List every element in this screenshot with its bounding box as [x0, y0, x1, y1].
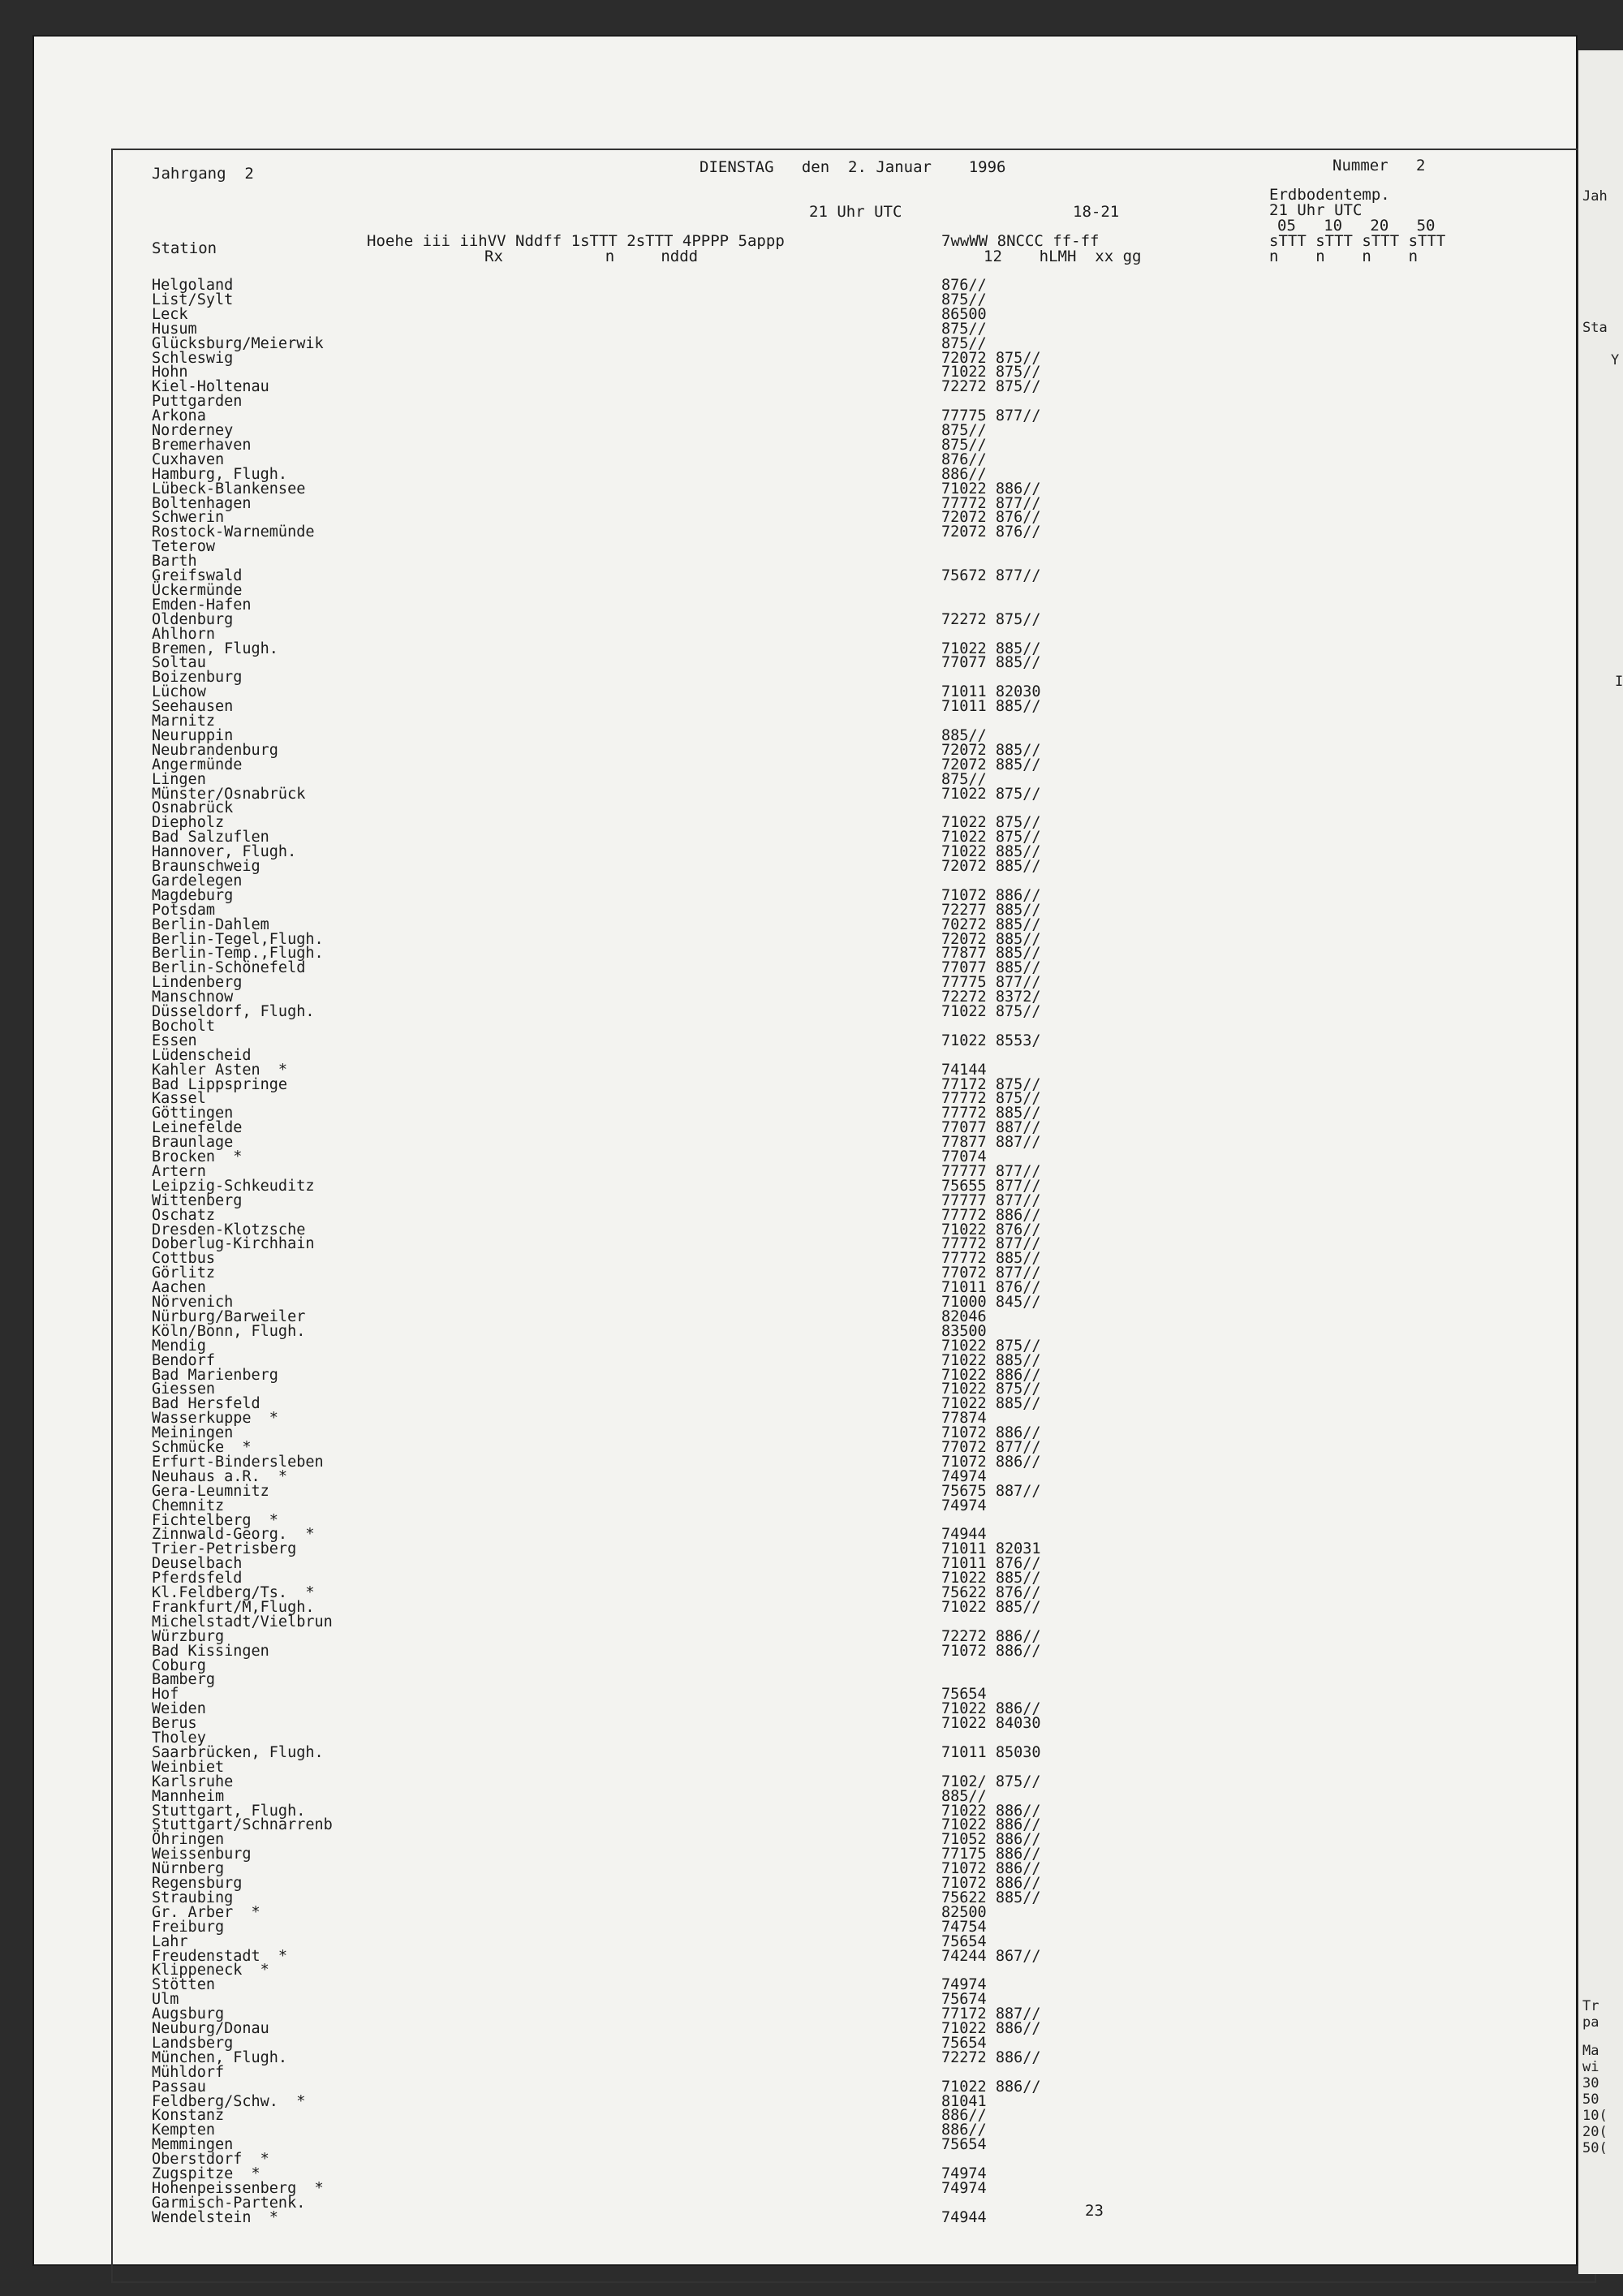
station-mid-values: 875// [941, 770, 987, 788]
station-name: Fichtelberg * [152, 1511, 278, 1529]
station-mid-values: 71022 885// [941, 640, 1041, 657]
station-name: Magdeburg [152, 886, 234, 904]
station-name: Straubing [152, 1889, 234, 1906]
station-name: Berlin-Schönefeld [152, 959, 306, 977]
station-name: Feldberg/Schw. * [152, 2092, 306, 2110]
station-name: Würzburg [152, 1627, 225, 1645]
station-mid-values: 77077 885// [941, 959, 1041, 977]
station-name: Bad Hersfeld [152, 1395, 260, 1413]
station-name: Marnitz [152, 713, 215, 730]
station-name: Klippeneck * [152, 1962, 269, 1979]
station-name: Soltau [152, 654, 206, 672]
station-mid-values: 77772 885// [941, 1105, 1041, 1122]
station-name: Stuttgart, Flugh. [152, 1802, 306, 1820]
station-name: Freudenstadt * [152, 1947, 288, 1965]
station-mid-values: 72272 875// [941, 378, 1041, 396]
station-mid-values: 72072 876// [941, 509, 1041, 527]
station-name: Angermünde [152, 756, 243, 773]
station-name: Karlsruhe [152, 1773, 234, 1790]
station-mid-values: 77074 [941, 1148, 987, 1165]
station-mid-values: 71011 876// [941, 1555, 1041, 1573]
station-mid-values: 885// [941, 1787, 987, 1805]
station-name: Göttingen [152, 1105, 234, 1122]
station-mid-values: 75654 [941, 2034, 987, 2052]
station-name: Manschnow [152, 989, 234, 1006]
station-mid-values: 77077 887// [941, 1119, 1041, 1137]
station-name: Lübeck-Blankensee [152, 480, 306, 498]
station-name: Lingen [152, 770, 206, 788]
station-mid-values: 71022 885// [941, 1395, 1041, 1413]
station-name: Berlin-Tegel,Flugh. [152, 930, 324, 948]
station-mid-values: 71022 876// [941, 1221, 1041, 1238]
station-name: Brocken * [152, 1148, 243, 1165]
station-mid-values: 74974 [941, 1976, 987, 1994]
station-name: Wasserkuppe * [152, 1410, 278, 1428]
station-mid-values: 72072 885// [941, 741, 1041, 759]
station-name: Hohenpeissenberg * [152, 2179, 324, 2197]
station-name: Mannheim [152, 1787, 225, 1805]
station-name: Hohn [152, 364, 188, 381]
station-mid-values: 74754 [941, 1918, 987, 1936]
station-mid-values: 74974 [941, 2179, 987, 2197]
station-name: Norderney [152, 422, 234, 439]
station-name: München, Flugh. [152, 2048, 288, 2066]
station-name: Garmisch-Partenk. [152, 2194, 306, 2212]
station-name: Lindenberg [152, 974, 243, 992]
station-name: Osnabrück [152, 799, 234, 817]
station-mid-values: 71022 885// [941, 1351, 1041, 1369]
station-mid-values: 71022 875// [941, 364, 1041, 381]
station-name: Nürnberg [152, 1860, 225, 1878]
station-mid-values: 82500 [941, 1903, 987, 1921]
station-mid-values: 71022 885// [941, 1598, 1041, 1616]
station-name: Erfurt-Bindersleben [152, 1453, 324, 1471]
station-mid-values: 70272 885// [941, 915, 1041, 933]
station-mid-values: 71022 84030 [941, 1715, 1041, 1733]
station-name: Essen [152, 1032, 197, 1049]
station-mid-values: 74944 [941, 2208, 987, 2226]
adjacent-page-edge [1578, 50, 1623, 2274]
station-mid-values: 886// [941, 465, 987, 483]
station-mid-values: 77877 887// [941, 1134, 1041, 1152]
station-mid-values: 82046 [941, 1307, 987, 1325]
station-name: Nürburg/Barweiler [152, 1307, 306, 1325]
station-mid-values: 71022 886// [941, 1816, 1041, 1834]
station-mid-values: 74144 [941, 1061, 987, 1079]
station-name: Köln/Bonn, Flugh. [152, 1322, 306, 1340]
station-name: Braunlage [152, 1134, 234, 1152]
station-name: Rostock-Warnemünde [152, 523, 315, 541]
station-name: Barth [152, 553, 197, 571]
station-name: Gera-Leumnitz [152, 1482, 269, 1500]
column-main-subheader: Rx n nddd [484, 248, 699, 265]
station-name: Puttgarden [152, 393, 243, 411]
station-name: Lüdenscheid [152, 1046, 252, 1064]
station-mid-values: 81041 [941, 2092, 987, 2110]
station-name: Lahr [152, 1932, 188, 1950]
station-mid-values: 71000 845// [941, 1294, 1041, 1311]
station-name: Bad Salzuflen [152, 829, 269, 846]
station-mid-values: 71072 886// [941, 1424, 1041, 1442]
station-mid-values: 77072 877// [941, 1264, 1041, 1282]
station-mid-values: 71072 886// [941, 1875, 1041, 1892]
edge-fragment: pa [1582, 2014, 1599, 2031]
station-name: Oldenburg [152, 610, 234, 628]
station-name: Greifswald [152, 567, 243, 584]
station-name: Neuruppin [152, 726, 234, 744]
station-name: Memmingen [152, 2136, 234, 2154]
station-mid-values: 72272 886// [941, 2048, 1041, 2066]
station-mid-values: 74944 [941, 1526, 987, 1544]
station-mid-values: 86500 [941, 305, 987, 323]
station-name: Schleswig [152, 349, 234, 367]
station-mid-values: 75654 [941, 2136, 987, 2154]
station-mid-values: 83500 [941, 1322, 987, 1340]
station-name: Trier-Petrisberg [152, 1540, 297, 1558]
station-mid-values: 71022 886// [941, 1700, 1041, 1718]
station-mid-values: 75672 877// [941, 567, 1041, 584]
station-name: Tholey [152, 1730, 206, 1747]
station-name: Kassel [152, 1090, 206, 1108]
station-mid-values: 75654 [941, 1932, 987, 1950]
edge-fragment: I [1615, 674, 1623, 690]
station-mid-values: 75675 887// [941, 1482, 1041, 1500]
station-name: List/Sylt [152, 291, 234, 308]
edge-fragment: Sta [1582, 320, 1608, 336]
station-name: Emden-Hafen [152, 596, 252, 614]
station-name: Frankfurt/M,Flugh. [152, 1598, 315, 1616]
station-mid-values: 77175 886// [941, 1846, 1041, 1863]
station-name: Leck [152, 305, 188, 323]
station-name: Bamberg [152, 1671, 215, 1689]
station-name: Schwerin [152, 509, 225, 527]
station-name: Wendelstein * [152, 2208, 278, 2226]
station-name: Augsburg [152, 2005, 225, 2023]
page-frame [111, 149, 1596, 2283]
header-depths: 05 10 20 50 [1277, 217, 1436, 235]
station-name: Oberstdorf * [152, 2151, 269, 2169]
station-name: Düsseldorf, Flugh. [152, 1003, 315, 1020]
station-name: Coburg [152, 1656, 206, 1674]
station-mid-values: 74974 [941, 2165, 987, 2182]
station-name: Leinefelde [152, 1119, 243, 1137]
station-mid-values: 71022 875// [941, 1003, 1041, 1020]
station-mid-values: 77172 875// [941, 1075, 1041, 1093]
station-mid-values: 71022 885// [941, 1570, 1041, 1587]
station-mid-values: 71022 886// [941, 1802, 1041, 1820]
station-mid-values: 77777 877// [941, 1162, 1041, 1180]
station-mid-values: 71011 82031 [941, 1540, 1041, 1558]
station-mid-values: 875// [941, 334, 987, 352]
station-name: Mendig [152, 1337, 206, 1355]
station-name: Diepholz [152, 814, 225, 832]
column-mid-header: 7wwWW 8NCCC ff-ff [941, 232, 1100, 250]
station-name: Zinnwald-Georg. * [152, 1526, 315, 1544]
station-name: Doberlug-Kirchhain [152, 1235, 315, 1253]
station-mid-values: 71072 886// [941, 1860, 1041, 1878]
station-mid-values: 71022 886// [941, 1366, 1041, 1384]
station-name: Bad Marienberg [152, 1366, 278, 1384]
station-name: Meiningen [152, 1424, 234, 1442]
station-name: Mühldorf [152, 2063, 225, 2081]
station-name: Berlin-Temp.,Flugh. [152, 945, 324, 963]
station-name: Leipzig-Schkeuditz [152, 1177, 315, 1195]
station-name: Neuburg/Donau [152, 2020, 269, 2037]
station-name: Berlin-Dahlem [152, 915, 269, 933]
station-name: Wittenberg [152, 1191, 243, 1209]
station-name: Hamburg, Flugh. [152, 465, 288, 483]
station-mid-values: 71022 886// [941, 2078, 1041, 2096]
edge-fragment: Tr [1582, 1998, 1599, 2014]
header-nummer: Nummer 2 [1332, 157, 1426, 174]
station-mid-values: 71022 886// [941, 2020, 1041, 2037]
station-name: Boizenburg [152, 669, 243, 687]
station-mid-values: 77772 886// [941, 1206, 1041, 1224]
station-mid-values: 71022 8553/ [941, 1032, 1041, 1049]
station-mid-values: 77772 877// [941, 494, 1041, 512]
station-mid-values: 71072 886// [941, 1642, 1041, 1660]
station-mid-values: 77777 877// [941, 1191, 1041, 1209]
column-soil-header: sTTT sTTT sTTT sTTT [1269, 232, 1446, 250]
station-mid-values: 74974 [941, 1467, 987, 1485]
station-mid-values: 72072 885// [941, 756, 1041, 773]
station-mid-values: 75622 885// [941, 1889, 1041, 1906]
station-name: Kahler Asten * [152, 1061, 288, 1079]
station-name: Helgoland [152, 277, 234, 294]
column-soil-subheader: n n n n [1269, 248, 1419, 265]
station-mid-values: 74244 867// [941, 1947, 1041, 1965]
station-name: Görlitz [152, 1264, 215, 1282]
station-mid-values: 77874 [941, 1410, 987, 1428]
station-mid-values: 71022 875// [941, 1337, 1041, 1355]
station-name: Giessen [152, 1381, 215, 1398]
station-mid-values: 74974 [941, 1497, 987, 1514]
station-name: Freiburg [152, 1918, 225, 1936]
station-mid-values: 71072 886// [941, 886, 1041, 904]
station-name: Bremerhaven [152, 436, 252, 454]
station-mid-values: 77877 885// [941, 945, 1041, 963]
station-name: Stötten [152, 1976, 215, 1994]
station-name: Öhringen [152, 1831, 225, 1849]
station-name: Konstanz [152, 2107, 225, 2125]
station-name: Weissenburg [152, 1846, 252, 1863]
station-name: Ahlhorn [152, 625, 215, 643]
station-mid-values: 71052 886// [941, 1831, 1041, 1849]
station-mid-values: 72277 885// [941, 901, 1041, 919]
station-name: Hannover, Flugh. [152, 843, 297, 861]
station-name: Schmücke * [152, 1439, 252, 1456]
edge-fragment: Ma [1582, 2043, 1599, 2059]
station-name: Braunschweig [152, 858, 260, 875]
station-mid-values: 876// [941, 277, 987, 294]
station-mid-values: 77775 877// [941, 974, 1041, 992]
station-mid-values: 875// [941, 291, 987, 308]
station-mid-values: 72072 875// [941, 349, 1041, 367]
station-mid-values: 72072 885// [941, 858, 1041, 875]
station-mid-values: 77772 877// [941, 1235, 1041, 1253]
edge-fragment: Y [1611, 352, 1620, 368]
edge-fragment: Jah [1582, 188, 1608, 205]
column-mid-subheader: 12 hLMH xx gg [984, 248, 1142, 265]
station-mid-values: 71011 885// [941, 698, 1041, 716]
station-name: Deuselbach [152, 1555, 243, 1573]
station-mid-values: 876// [941, 450, 987, 468]
station-mid-values: 72272 8372/ [941, 989, 1041, 1006]
station-mid-values: 72072 885// [941, 930, 1041, 948]
station-name: Regensburg [152, 1875, 243, 1892]
station-name: Landsberg [152, 2034, 234, 2052]
station-name: Potsdam [152, 901, 215, 919]
station-mid-values: 7102/ 875// [941, 1773, 1041, 1790]
station-name: Bad Lippspringe [152, 1075, 288, 1093]
station-mid-values: 77772 885// [941, 1250, 1041, 1268]
header-jahrgang: Jahrgang 2 [152, 165, 254, 183]
station-name: Seehausen [152, 698, 234, 716]
station-mid-values: 71022 875// [941, 814, 1041, 832]
edge-fragment: 30 [1582, 2075, 1599, 2091]
edge-fragment: 20( [1582, 2124, 1608, 2140]
header-erdboden-utc: 21 Uhr UTC [1269, 201, 1363, 219]
station-name: Kempten [152, 2122, 215, 2139]
station-name: Neuhaus a.R. * [152, 1467, 288, 1485]
station-mid-values: 71022 875// [941, 829, 1041, 846]
station-name: Cuxhaven [152, 450, 225, 468]
station-name: Passau [152, 2078, 206, 2096]
header-date: DIENSTAG den 2. Januar 1996 [700, 158, 1006, 176]
station-mid-values: 71022 886// [941, 480, 1041, 498]
station-name: Michelstadt/Vielbrun [152, 1613, 333, 1630]
station-mid-values: 75674 [941, 1991, 987, 2009]
station-mid-values: 75654 [941, 1686, 987, 1704]
header-erdbodentemp: Erdbodentemp. [1269, 186, 1390, 204]
station-name: Berus [152, 1715, 197, 1733]
station-name: Glücksburg/Meierwik [152, 334, 324, 352]
station-name: Boltenhagen [152, 494, 252, 512]
header-18-21: 18-21 [1073, 203, 1120, 221]
station-mid-values: 875// [941, 436, 987, 454]
station-mid-values: 72072 876// [941, 523, 1041, 541]
station-name: Bocholt [152, 1017, 215, 1035]
station-name: Teterow [152, 538, 215, 556]
station-name: Arkona [152, 407, 206, 425]
station-name: Bremen, Flugh. [152, 640, 278, 657]
station-name: Cottbus [152, 1250, 215, 1268]
station-name: Dresden-Klotzsche [152, 1221, 306, 1238]
station-name: Pferdsfeld [152, 1570, 243, 1587]
station-name: Ückermünde [152, 581, 243, 599]
station-mid-values: 875// [941, 320, 987, 338]
station-name: Zugspitze * [152, 2165, 260, 2182]
station-mid-values: 77775 877// [941, 407, 1041, 425]
station-name: Hof [152, 1686, 179, 1704]
station-name: Ulm [152, 1991, 179, 2009]
edge-fragment: wi [1582, 2059, 1599, 2075]
station-mid-values: 77072 877// [941, 1439, 1041, 1456]
page-number: 23 [1085, 2202, 1104, 2220]
station-name: Weinbiet [152, 1758, 225, 1776]
station-name: Gardelegen [152, 872, 243, 890]
edge-fragment: 50 [1582, 2091, 1599, 2108]
column-station: Station [152, 239, 217, 257]
station-name: Weiden [152, 1700, 206, 1718]
edge-fragment: 10( [1582, 2108, 1608, 2124]
station-name: Chemnitz [152, 1497, 225, 1514]
station-mid-values: 72272 886// [941, 1627, 1041, 1645]
station-mid-values: 886// [941, 2107, 987, 2125]
station-name: Gr. Arber * [152, 1903, 260, 1921]
station-mid-values: 77077 885// [941, 654, 1041, 672]
station-mid-values: 71011 82030 [941, 683, 1041, 701]
station-mid-values: 886// [941, 2122, 987, 2139]
station-mid-values: 885// [941, 726, 987, 744]
station-name: Stuttgart/Schnarrenb [152, 1816, 333, 1834]
station-name: Bendorf [152, 1351, 215, 1369]
station-mid-values: 77172 887// [941, 2005, 1041, 2023]
column-main-header: Hoehe iii iihVV Nddff 1sTTT 2sTTT 4PPPP 5appp [367, 232, 785, 250]
station-name: Husum [152, 320, 197, 338]
header-21-uhr-utc: 21 Uhr UTC [809, 203, 902, 221]
document-page [34, 37, 1576, 2264]
station-mid-values: 77772 875// [941, 1090, 1041, 1108]
station-mid-values: 71072 886// [941, 1453, 1041, 1471]
station-name: Kiel-Holtenau [152, 378, 269, 396]
station-name: Bad Kissingen [152, 1642, 269, 1660]
station-mid-values: 71022 885// [941, 843, 1041, 861]
station-name: Kl.Feldberg/Ts. * [152, 1584, 315, 1601]
station-mid-values: 75622 876// [941, 1584, 1041, 1601]
station-name: Artern [152, 1162, 206, 1180]
station-name: Lüchow [152, 683, 206, 701]
station-mid-values: 72272 875// [941, 610, 1041, 628]
station-name: Oschatz [152, 1206, 215, 1224]
station-mid-values: 71022 875// [941, 785, 1041, 803]
station-name: Neubrandenburg [152, 741, 278, 759]
station-mid-values: 71011 85030 [941, 1743, 1041, 1761]
station-mid-values: 75655 877// [941, 1177, 1041, 1195]
station-mid-values: 71011 876// [941, 1279, 1041, 1297]
station-name: Nörvenich [152, 1294, 234, 1311]
station-name: Saarbrücken, Flugh. [152, 1743, 324, 1761]
edge-fragment: 50( [1582, 2140, 1608, 2156]
station-mid-values: 71022 875// [941, 1381, 1041, 1398]
station-name: Münster/Osnabrück [152, 785, 306, 803]
station-mid-values: 875// [941, 422, 987, 439]
station-name: Aachen [152, 1279, 206, 1297]
